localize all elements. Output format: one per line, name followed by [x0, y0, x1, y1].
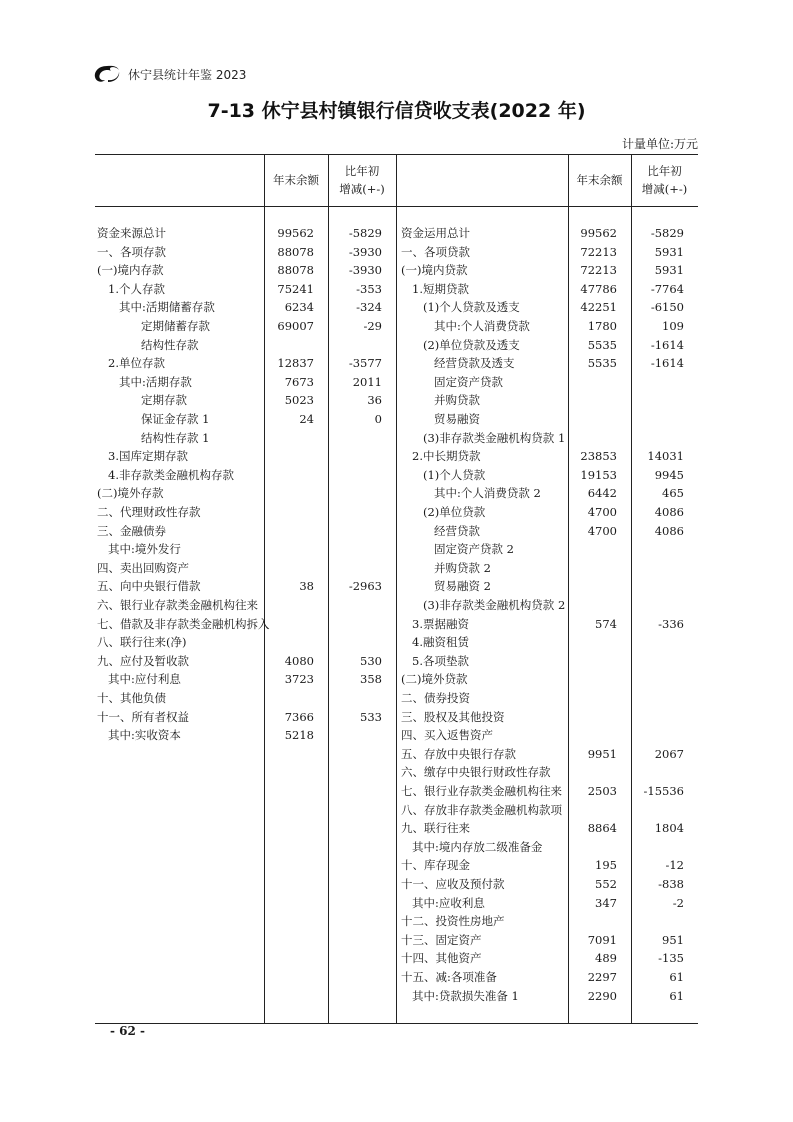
left-item-label: 十、其他负债	[97, 691, 166, 705]
left-year-end-balance: 75241	[277, 281, 314, 296]
table-row	[95, 373, 698, 392]
right-item-label: 资金运用总计	[401, 226, 470, 240]
right-year-end-balance: 2290	[587, 988, 617, 1003]
right-year-end-balance: 47786	[580, 281, 617, 296]
table-row	[95, 987, 698, 1006]
left-year-end-balance: 7366	[284, 709, 314, 724]
right-item-label: 5.各项垫款	[412, 653, 469, 668]
right-change-from-start: -336	[658, 616, 684, 631]
left-change-from-start: 358	[360, 672, 382, 687]
right-change-from-start: -15536	[643, 784, 684, 798]
right-year-end-balance: 489	[595, 951, 617, 966]
left-change-from-start: -3577	[348, 356, 382, 371]
table-row	[95, 856, 698, 875]
right-change-from-start: -1614	[650, 356, 684, 371]
right-item-label: 七、银行业存款类金融机构往来	[401, 784, 562, 798]
right-year-end-balance: 2297	[587, 970, 617, 984]
left-item-label: 九、应付及暂收款	[97, 653, 189, 668]
right-change-from-start: 61	[669, 970, 684, 984]
table-row	[95, 429, 698, 448]
right-item-label: 贸易融资	[434, 412, 480, 426]
right-item-label: 九、联行往来	[401, 821, 470, 836]
left-year-end-balance: 3723	[284, 672, 314, 687]
right-item-label: 一、各项贷款	[401, 244, 470, 259]
table-row	[95, 447, 698, 466]
right-year-end-balance: 8864	[587, 821, 617, 836]
left-year-end-balance: 24	[299, 412, 314, 426]
left-item-label: 六、银行业存款类金融机构往来	[97, 598, 258, 612]
table-row	[95, 391, 698, 410]
left-change-from-start: 533	[360, 709, 382, 724]
right-item-label: 其中:应收利息	[412, 895, 485, 910]
left-year-end-balance: 12837	[277, 356, 314, 371]
left-year-end-balance: 4080	[284, 653, 314, 668]
right-item-label: 三、股权及其他投资	[401, 709, 505, 724]
table-row	[95, 801, 698, 820]
table-row	[95, 243, 698, 262]
left-item-label: 保证金存款 1	[141, 412, 210, 426]
right-year-end-balance: 5535	[587, 337, 617, 352]
left-year-end-balance: 69007	[277, 319, 314, 333]
right-item-label: 其中:境内存放二级准备金	[412, 839, 543, 854]
table-row	[95, 745, 698, 764]
right-year-end-balance: 347	[595, 895, 617, 910]
right-item-label: 2.中长期贷款	[412, 449, 481, 464]
table-row	[95, 708, 698, 727]
right-item-label: 经营贷款及透支	[434, 356, 515, 371]
left-year-end-balance: 38	[299, 579, 314, 594]
left-item-label: (一)境内存款	[97, 263, 164, 278]
right-year-end-balance: 7091	[587, 932, 617, 947]
right-change-from-start: -135	[658, 951, 684, 966]
right-change-from-start: 465	[662, 486, 684, 501]
right-year-end-balance: 42251	[580, 300, 617, 315]
left-item-label: 八、联行往来(净)	[97, 635, 187, 650]
header-balance-left: 年末余额	[273, 173, 319, 187]
left-year-end-balance: 6234	[284, 300, 314, 315]
left-item-label: 七、借款及非存款类金融机构拆入	[97, 616, 270, 631]
table-row	[95, 224, 698, 243]
left-year-end-balance: 99562	[277, 226, 314, 240]
left-item-label: (二)境外存款	[97, 486, 164, 501]
left-change-from-start: -3930	[348, 263, 382, 278]
table-row	[95, 336, 698, 355]
right-change-from-start: -12	[665, 858, 684, 873]
table-row	[95, 596, 698, 615]
table-row	[95, 670, 698, 689]
table-row	[95, 280, 698, 299]
right-year-end-balance: 72213	[580, 263, 617, 278]
right-year-end-balance: 9951	[587, 746, 617, 761]
yearbook-title: 休宁县统计年鉴 2023	[128, 67, 247, 82]
right-item-label: 并购贷款	[434, 393, 480, 408]
right-item-label: 八、存放非存款类金融机构款项	[401, 802, 562, 817]
left-change-from-start: -2963	[348, 579, 382, 594]
left-item-label: 结构性存款	[141, 337, 199, 352]
right-year-end-balance: 2503	[587, 784, 617, 798]
right-item-label: (二)境外贷款	[401, 672, 468, 687]
table-row	[95, 317, 698, 336]
left-item-label: 十一、所有者权益	[97, 709, 189, 724]
table-row	[95, 466, 698, 485]
table-row	[95, 931, 698, 950]
left-item-label: 其中:境外发行	[108, 542, 181, 557]
left-item-label: 定期储蓄存款	[141, 319, 210, 333]
left-change-from-start: 0	[374, 412, 382, 426]
right-item-label: (3)非存款类金融机构贷款 2	[423, 598, 566, 612]
right-item-label: 十五、减:各项准备	[401, 970, 497, 984]
left-item-label: 2.单位存款	[108, 356, 165, 371]
right-item-label: 十四、其他资产	[401, 951, 482, 966]
left-item-label: 结构性存款 1	[141, 430, 210, 445]
right-year-end-balance: 19153	[580, 467, 617, 482]
right-item-label: 4.融资租赁	[412, 635, 469, 650]
right-item-label: (2)单位贷款及透支	[423, 337, 520, 352]
header-change-right: 比年初 增减(+-)	[641, 164, 688, 196]
table-row	[95, 577, 698, 596]
left-change-from-start: -29	[363, 319, 382, 333]
table-row	[95, 894, 698, 913]
right-change-from-start: 2067	[654, 746, 684, 761]
right-change-from-start: 61	[669, 988, 684, 1003]
table-row	[95, 968, 698, 987]
right-year-end-balance: 552	[595, 877, 617, 891]
right-change-from-start: 951	[662, 932, 684, 947]
left-item-label: 三、金融债券	[97, 523, 166, 538]
right-year-end-balance: 574	[595, 616, 617, 631]
left-item-label: 1.个人存款	[108, 281, 165, 296]
table-row	[95, 410, 698, 429]
right-item-label: 十三、固定资产	[401, 932, 482, 947]
right-change-from-start: 5931	[654, 263, 684, 278]
right-change-from-start: -1614	[650, 337, 684, 352]
page-header	[92, 62, 246, 86]
header-change-left: 比年初 增减(+-)	[339, 164, 385, 196]
right-item-label: 十、库存现金	[401, 858, 470, 873]
left-item-label: 四、卖出回购资产	[97, 560, 189, 575]
table-row	[95, 298, 698, 317]
left-change-from-start: -353	[356, 281, 382, 296]
table-row	[95, 615, 698, 634]
right-item-label: 五、存放中央银行存款	[401, 746, 516, 761]
right-item-label: 并购贷款 2	[434, 560, 491, 575]
left-item-label: 一、各项存款	[97, 244, 166, 259]
right-item-label: 1.短期贷款	[412, 281, 469, 296]
right-change-from-start: 4086	[654, 505, 684, 519]
right-change-from-start: -7764	[650, 281, 684, 296]
right-item-label: 六、缴存中央银行财政性存款	[401, 765, 551, 780]
header-balance-right: 年末余额	[576, 173, 623, 187]
right-item-label: 十二、投资性房地产	[401, 914, 505, 929]
table-row	[95, 726, 698, 745]
right-year-end-balance: 5535	[587, 356, 617, 371]
right-change-from-start: 5931	[654, 244, 684, 259]
left-year-end-balance: 7673	[284, 374, 314, 389]
right-item-label: (2)单位贷款	[423, 505, 486, 519]
table-row	[95, 522, 698, 541]
table-row	[95, 949, 698, 968]
table-row	[95, 875, 698, 894]
right-change-from-start: -5829	[650, 226, 684, 240]
left-change-from-start: 530	[360, 653, 382, 668]
table-row	[95, 354, 698, 373]
right-item-label: 十一、应收及预付款	[401, 877, 505, 891]
table-row	[95, 652, 698, 671]
right-item-label: 二、债券投资	[401, 691, 470, 705]
table-row	[95, 782, 698, 801]
right-item-label: 3.票据融资	[412, 616, 469, 631]
right-year-end-balance: 23853	[580, 449, 617, 464]
right-change-from-start: 9945	[654, 467, 684, 482]
right-item-label: 经营贷款	[434, 523, 480, 538]
right-year-end-balance: 99562	[580, 226, 617, 240]
right-change-from-start: 4086	[654, 523, 684, 538]
right-year-end-balance: 4700	[587, 523, 617, 538]
right-change-from-start: 1804	[654, 821, 684, 836]
left-item-label: 资金来源总计	[97, 226, 166, 240]
left-change-from-start: -5829	[348, 226, 382, 240]
left-year-end-balance: 88078	[277, 263, 314, 278]
left-item-label: 五、向中央银行借款	[97, 579, 201, 594]
left-item-label: 3.国库定期存款	[108, 449, 188, 464]
right-change-from-start: 109	[662, 319, 684, 333]
left-item-label: 其中:实收资本	[108, 728, 181, 743]
right-change-from-start: -6150	[650, 300, 684, 315]
left-change-from-start: 2011	[352, 374, 382, 389]
credit-table	[95, 154, 698, 1024]
right-year-end-balance: 4700	[587, 505, 617, 519]
right-item-label: 固定资产贷款	[434, 374, 503, 389]
table-row	[95, 261, 698, 280]
right-item-label: 固定资产贷款 2	[434, 542, 514, 557]
right-item-label: 四、买入返售资产	[401, 728, 493, 743]
table-row	[95, 689, 698, 708]
right-item-label: (3)非存款类金融机构贷款 1	[423, 430, 566, 445]
right-year-end-balance: 6442	[587, 486, 617, 501]
right-item-label: (1)个人贷款及透支	[423, 300, 520, 315]
left-item-label: 其中:活期储蓄存款	[119, 300, 215, 315]
table-row	[95, 540, 698, 559]
right-change-from-start: -838	[658, 877, 684, 891]
left-change-from-start: -324	[356, 300, 382, 315]
table-row	[95, 559, 698, 578]
right-item-label: 其中:贷款损失准备 1	[412, 988, 519, 1003]
right-change-from-start: 14031	[647, 449, 684, 464]
right-year-end-balance: 195	[595, 858, 617, 873]
table-row	[95, 912, 698, 931]
swirl-logo-icon	[92, 63, 122, 85]
table-row	[95, 819, 698, 838]
right-year-end-balance: 72213	[580, 244, 617, 259]
right-year-end-balance: 1780	[587, 319, 617, 333]
left-year-end-balance: 5023	[284, 393, 314, 408]
right-change-from-start: -2	[672, 895, 684, 910]
left-item-label: 定期存款	[141, 393, 187, 408]
unit-label: 计量单位:万元	[621, 137, 698, 151]
table-row	[95, 838, 698, 857]
left-year-end-balance: 88078	[277, 244, 314, 259]
left-item-label: 4.非存款类金融机构存款	[108, 467, 234, 482]
right-item-label: (一)境内贷款	[401, 263, 468, 278]
table-row	[95, 633, 698, 652]
right-item-label: 其中:个人消费贷款 2	[434, 486, 541, 501]
right-item-label: (1)个人贷款	[423, 467, 486, 482]
page-number: - 62 -	[110, 1024, 146, 1038]
table-row	[95, 484, 698, 503]
table-row	[95, 763, 698, 782]
right-item-label: 贸易融资 2	[434, 579, 491, 594]
left-change-from-start: -3930	[348, 244, 382, 259]
right-item-label: 其中:个人消费贷款	[434, 319, 530, 333]
left-item-label: 其中:活期存款	[119, 374, 192, 389]
left-change-from-start: 36	[367, 393, 382, 408]
left-item-label: 二、代理财政性存款	[97, 505, 201, 519]
left-item-label: 其中:应付利息	[108, 672, 181, 687]
table-row	[95, 503, 698, 522]
page-title: 7-13 休宁县村镇银行信贷收支表(2022 年)	[207, 100, 586, 122]
left-year-end-balance: 5218	[284, 728, 314, 743]
